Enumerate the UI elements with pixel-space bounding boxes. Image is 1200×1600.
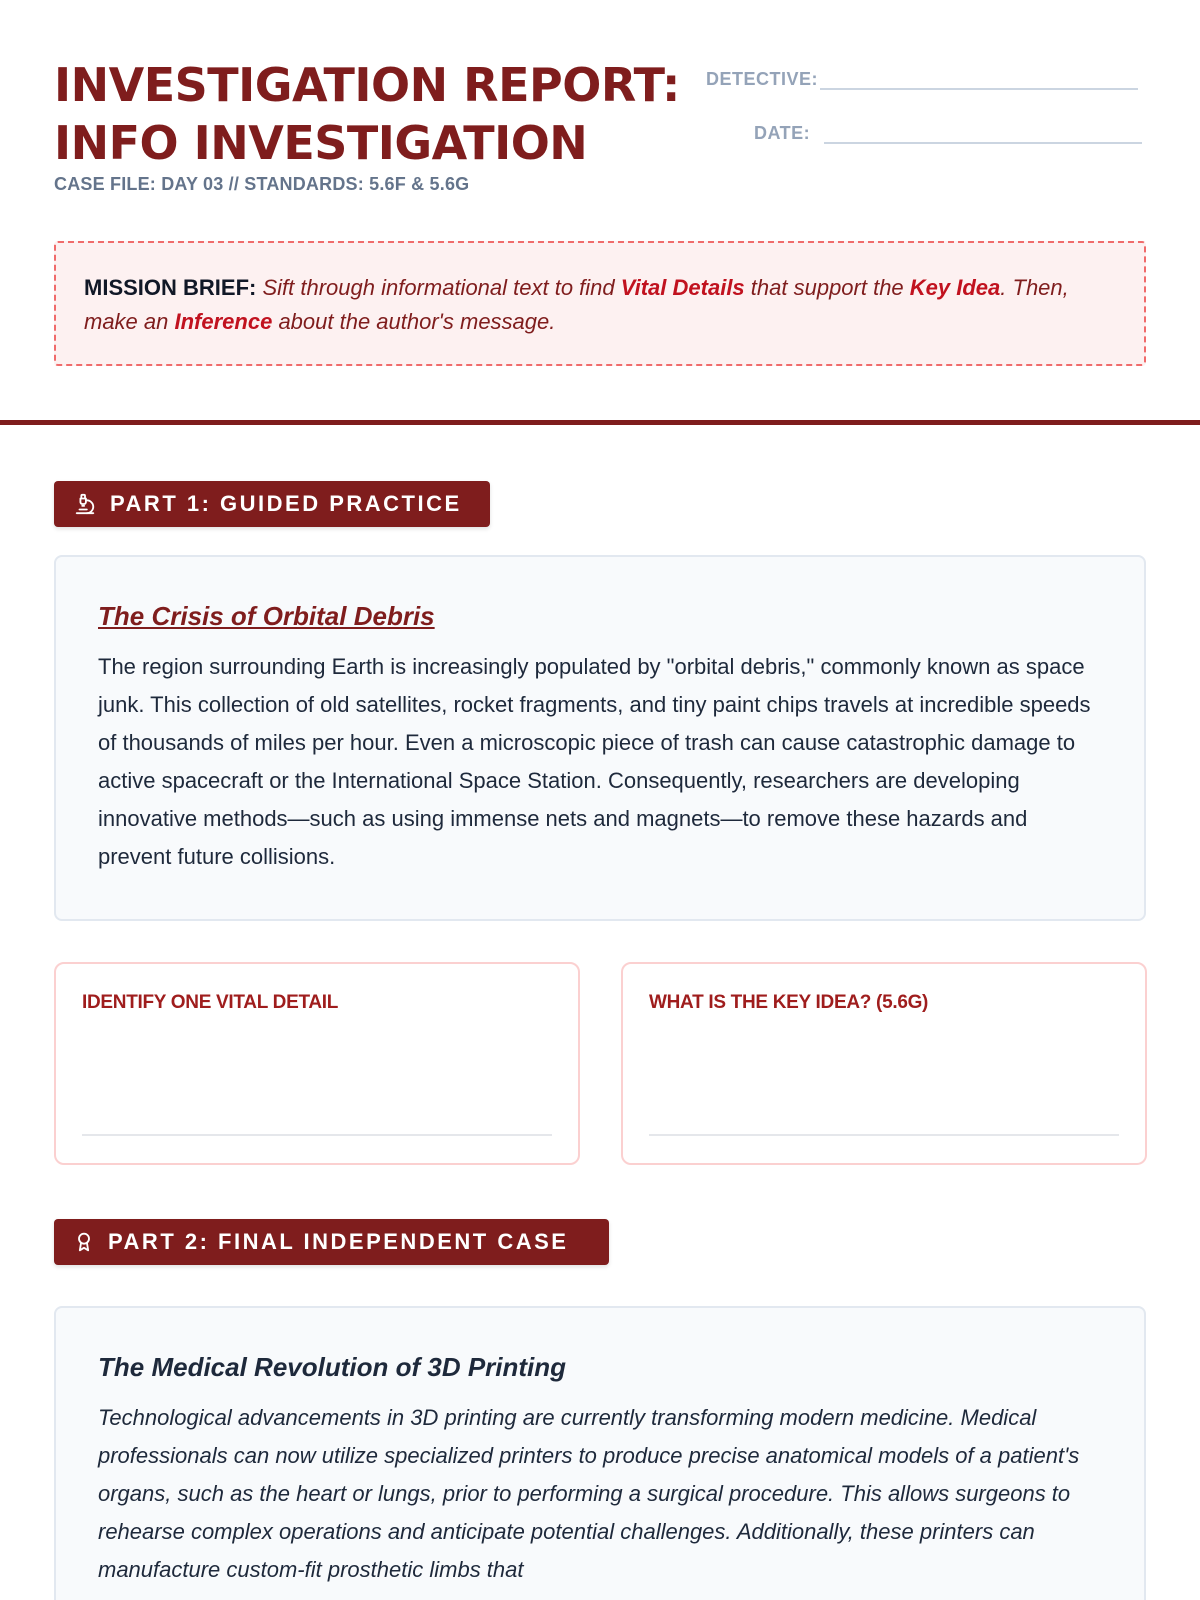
brief-text-2: that support the	[744, 275, 910, 300]
answer-line	[649, 1134, 1119, 1136]
answer-line	[82, 1134, 552, 1136]
detective-field	[706, 60, 1138, 90]
case-file-label: CASE FILE: DAY 03 // STANDARDS: 5.6F & 5.6G	[54, 174, 470, 194]
mission-brief	[54, 241, 1146, 366]
date-field	[754, 114, 1142, 144]
passage-body: Technological advancements in 3D printing are currently transforming modern medicine. Medical professionals can now utilize specialized printers to produce precise anatomical models of a patient's organs, such as the heart or lungs, prior to performing a surgical procedure. This allows surgeons to rehearse complex operations and anticipate potential challenges. Additionally, these printers can manufacture custom-fit prosthetic limbs that	[98, 1405, 1080, 1582]
key-idea-question: WHAT IS THE KEY IDEA? (5.6G)	[649, 992, 929, 1013]
passage-orbital-debris	[54, 555, 1146, 921]
brief-text-1: Sift through informational text to find	[256, 275, 621, 300]
title-line-1: INVESTIGATION REPORT:	[54, 58, 680, 112]
detective-input-line[interactable]	[820, 60, 1138, 90]
passage-3d-printing	[54, 1306, 1146, 1600]
vital-detail-question: IDENTIFY ONE VITAL DETAIL	[82, 992, 339, 1013]
passage-title: The Medical Revolution of 3D Printing	[98, 1352, 567, 1382]
part-1-label: PART 1: GUIDED PRACTICE	[110, 491, 462, 516]
date-input-line[interactable]	[824, 114, 1142, 144]
section-divider	[0, 420, 1200, 425]
award-icon	[74, 1230, 94, 1254]
part-1-badge	[54, 481, 490, 527]
report-header	[54, 56, 1146, 206]
mission-brief-label: MISSION BRIEF:	[84, 275, 257, 300]
part-2-label: PART 2: FINAL INDEPENDENT CASE	[108, 1229, 569, 1254]
brief-highlight-key-idea: Key Idea	[909, 275, 1001, 300]
passage-body: The region surrounding Earth is increasingly populated by "orbital debris," commonly known as space junk. This collection of old satellites, rocket fragments, and tiny paint chips travels at incredible speeds of thousands of miles per hour. Even a microscopic piece of trash can cause catastrophic damage to active spacecraft or the International Space Station. Consequently, researchers are developing innovative methods—such as using immense nets and magnets—to remove these hazards and prevent future collisions.	[98, 654, 1091, 869]
part-2-badge	[54, 1219, 609, 1265]
passage-title: The Crisis of Orbital Debris	[98, 601, 435, 631]
microscope-icon	[74, 492, 96, 516]
brief-highlight-inference: Inference	[174, 309, 273, 334]
key-idea-answer-box[interactable]	[621, 962, 1147, 1165]
date-label: DATE:	[754, 123, 811, 143]
detective-label: DETECTIVE:	[706, 69, 819, 89]
brief-highlight-vital-details: Vital Details	[620, 275, 745, 300]
brief-text-4: about the author's message.	[272, 309, 556, 334]
vital-detail-answer-box[interactable]	[54, 962, 580, 1165]
brief-text-3: . Then, make an	[84, 275, 1069, 334]
title-line-2: INFO INVESTIGATION	[54, 116, 588, 170]
